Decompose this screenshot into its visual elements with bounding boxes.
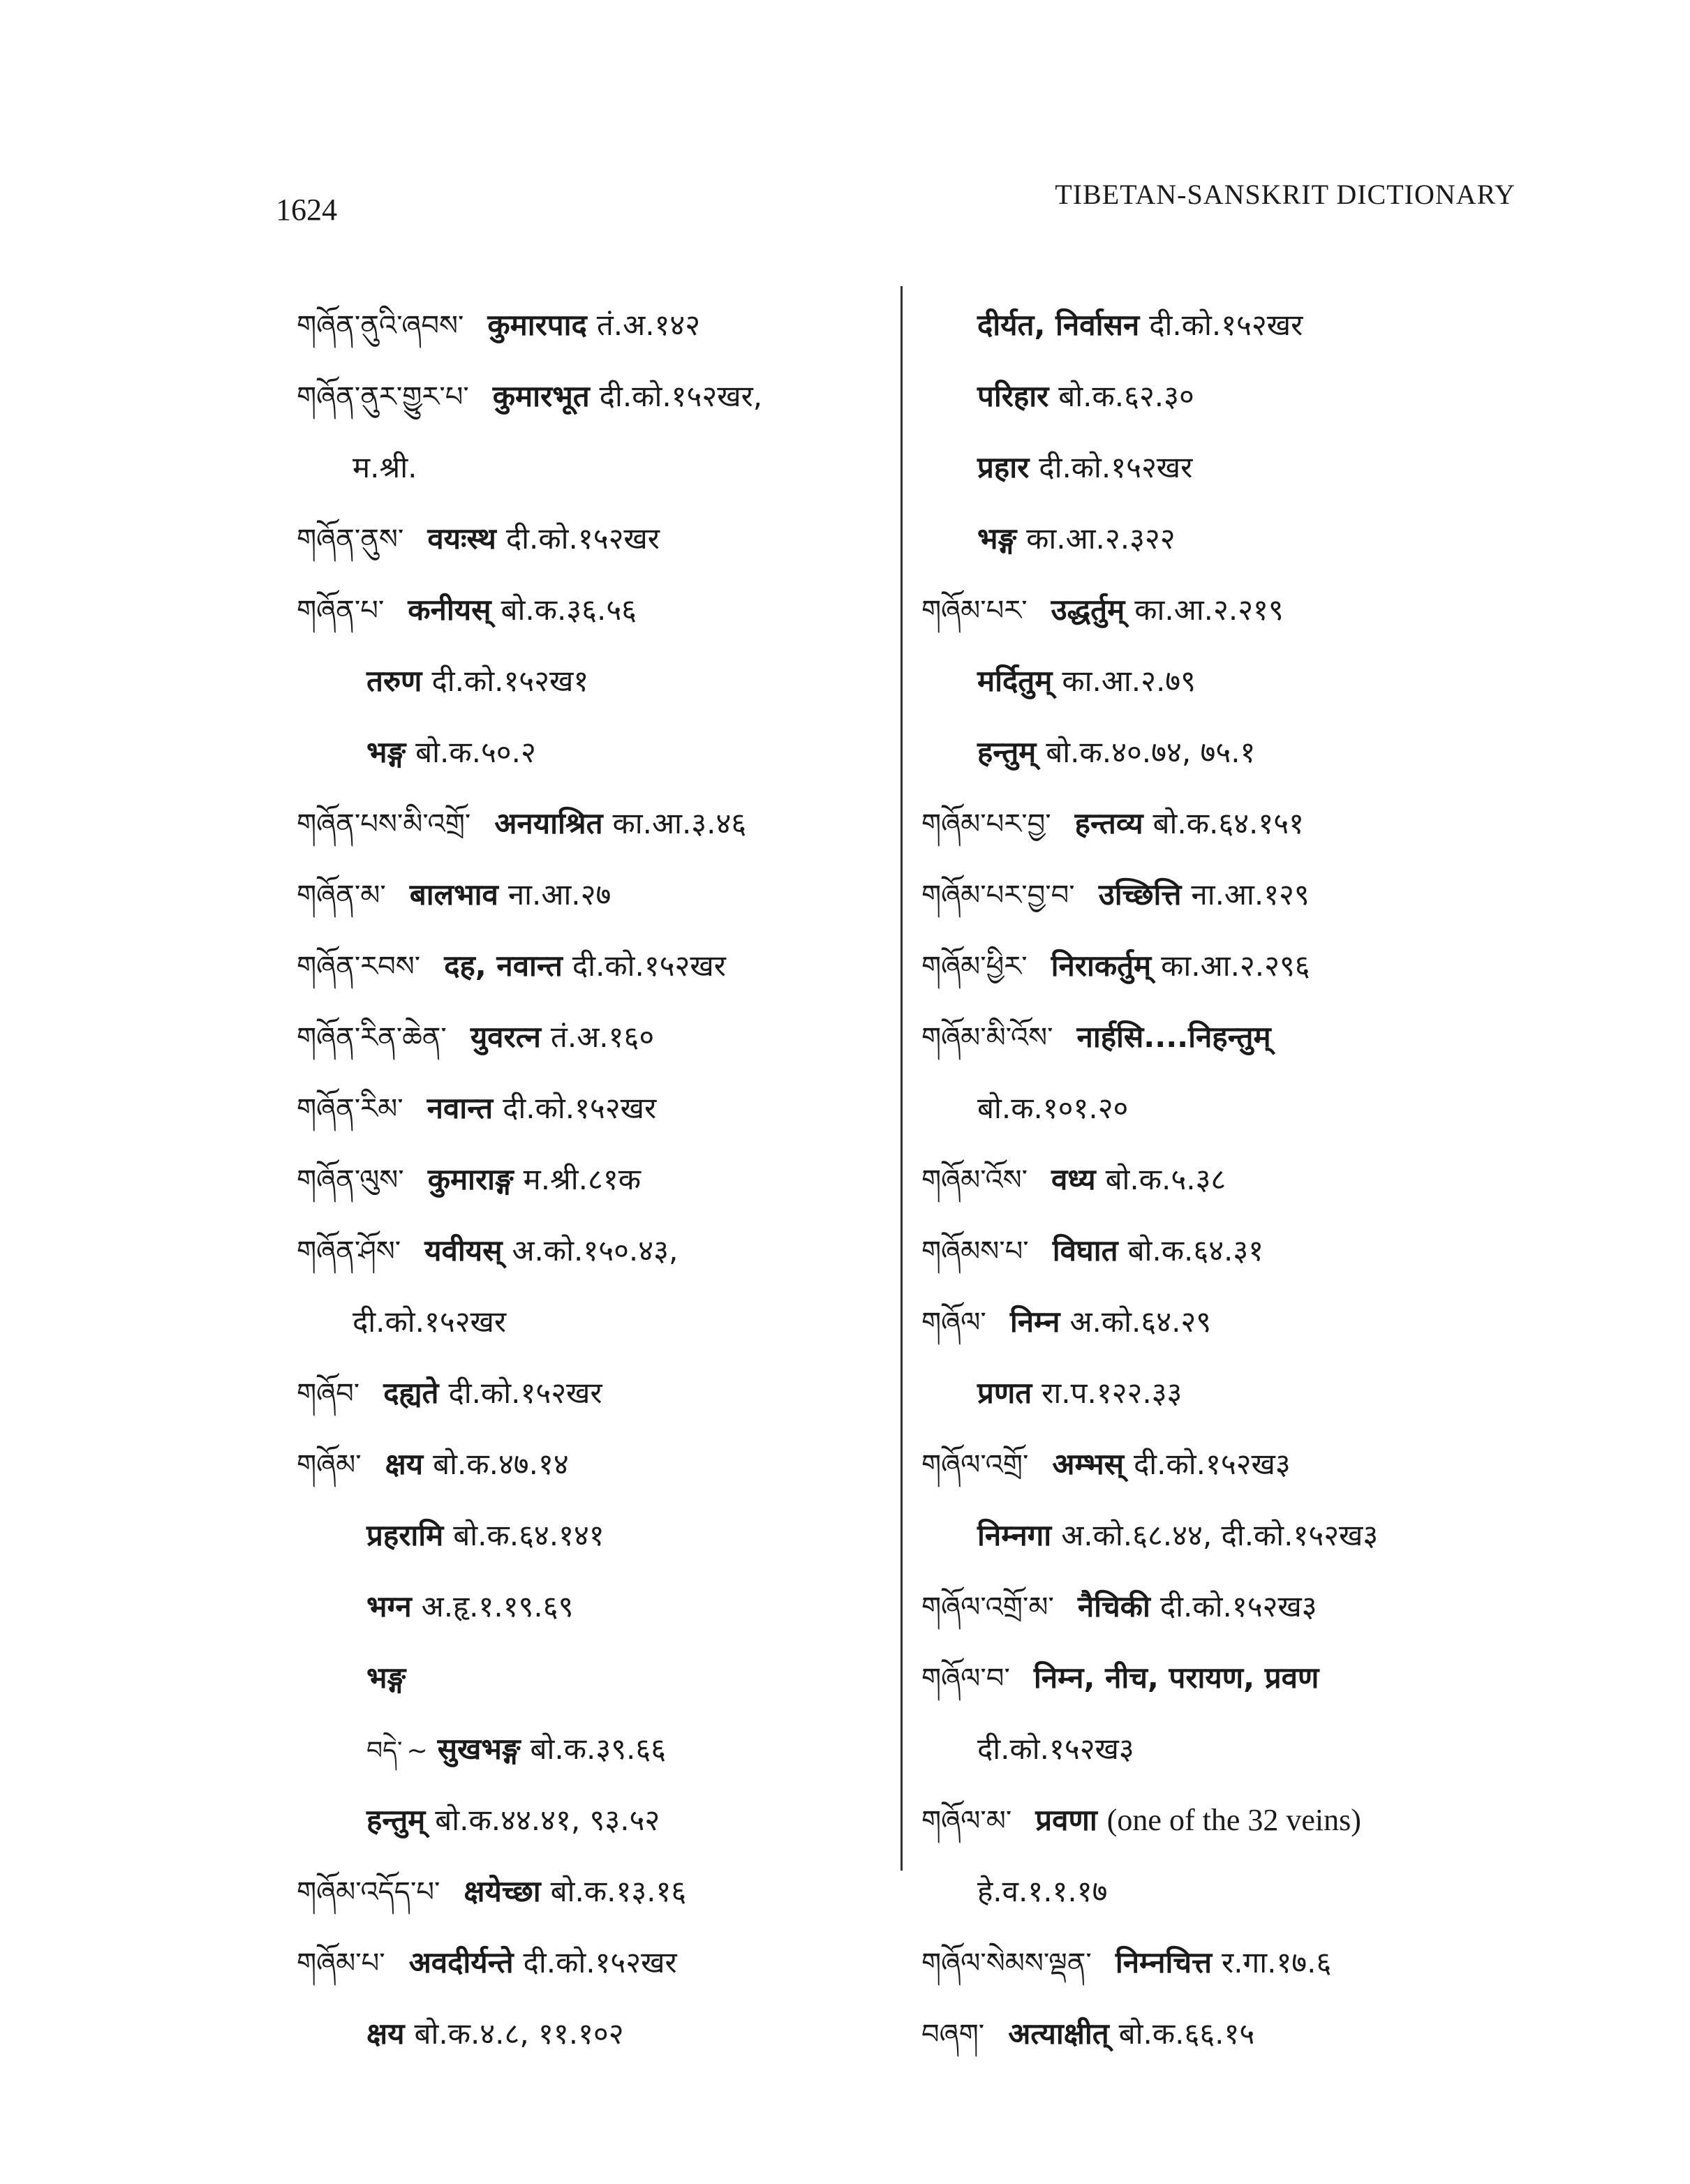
sanskrit-equivalent: निम्नगा <box>977 1518 1052 1552</box>
dictionary-entry <box>921 1073 1550 1144</box>
dictionary-entry <box>921 361 1550 432</box>
dictionary-entry <box>297 930 890 1002</box>
source-reference: अ.को.६८.४४, दी.को.१५२ख३ <box>1061 1518 1379 1552</box>
dictionary-entry <box>297 1927 890 1998</box>
source-reference: तं.अ.१४२ <box>596 308 701 342</box>
sanskrit-equivalent: दह, नवान्त <box>444 949 563 983</box>
dictionary-entry <box>297 1571 890 1642</box>
sanskrit-equivalent: उद्धर्तुम् <box>1051 593 1125 627</box>
tibetan-headword: གཞོལ་བ་ <box>921 1663 1010 1695</box>
tibetan-headword: གཞོན་པ་ <box>297 595 385 627</box>
sanskrit-equivalent: क्षय <box>385 1447 424 1481</box>
source-reference: दी.को.१५२खर <box>523 1945 677 1979</box>
tibetan-headword: གཞོན་རིན་ཆེན་ <box>297 1022 447 1054</box>
tibetan-headword: གཞོམ་པར་ <box>921 595 1028 627</box>
source-reference: बो.क.४७.१४ <box>433 1447 569 1481</box>
tibetan-headword: གཞོམ་པ་ <box>297 1947 385 1979</box>
tibetan-headword: གཞོལ་ <box>921 1307 986 1339</box>
dictionary-entry <box>921 1429 1550 1500</box>
running-head: TIBETAN-SANSKRIT DICTIONARY <box>1055 179 1515 210</box>
sanskrit-equivalent: यवीयस् <box>424 1233 503 1268</box>
source-reference: दी.को.१५२ख३ <box>1133 1447 1291 1481</box>
source-reference: ना.आ.२७ <box>507 877 611 912</box>
source-reference: बो.क.६४.३१ <box>1127 1233 1264 1268</box>
source-reference: बो.क.३६.५६ <box>501 593 637 627</box>
tibetan-headword: གཞོམ་པར་བྱ་ <box>921 808 1051 840</box>
dictionary-entry <box>921 1358 1550 1429</box>
sanskrit-equivalent: प्रणत <box>977 1376 1032 1410</box>
dictionary-entry <box>921 788 1550 859</box>
tilde-mark: ~ <box>406 1737 428 1765</box>
dictionary-entry <box>921 1927 1550 1998</box>
tibetan-headword: གཞོལ་མ་ <box>921 1805 1012 1837</box>
source-reference: दी.को.१५२खर, <box>599 379 763 413</box>
sanskrit-equivalent: निम्न <box>1009 1305 1060 1339</box>
dictionary-entry <box>297 646 890 717</box>
dictionary-entry <box>297 788 890 859</box>
source-reference: का.आ.२.७९ <box>1062 664 1196 698</box>
source-reference: बो.क.१०१.२० <box>977 1091 1129 1125</box>
tibetan-headword: གཞོན་མ་ <box>297 879 386 912</box>
sanskrit-equivalent: कुमारपाद <box>487 308 587 342</box>
dictionary-entry <box>297 1073 890 1144</box>
dictionary-entry <box>921 1500 1550 1571</box>
sanskrit-equivalent: दीर्यत, निर्वासन <box>977 308 1140 342</box>
sanskrit-equivalent: बालभाव <box>409 877 498 912</box>
dictionary-entry <box>297 503 890 574</box>
dictionary-entry <box>921 1144 1550 1215</box>
source-reference: बो.क.१३.१६ <box>550 1874 687 1908</box>
sanskrit-equivalent: निम्नचित्त <box>1115 1945 1213 1979</box>
source-reference: दी.को.१५२खर <box>448 1376 602 1410</box>
dictionary-entry <box>297 1286 890 1358</box>
sanskrit-equivalent: हन्तुम् <box>977 735 1037 769</box>
dictionary-entry <box>921 859 1550 930</box>
source-reference: दी.को.१५२खर <box>572 949 726 983</box>
dictionary-entry <box>921 1215 1550 1286</box>
source-reference: बो.क.३९.६६ <box>530 1732 667 1766</box>
source-reference: बो.क.६४.१५१ <box>1152 806 1304 840</box>
tibetan-prefix: བདེ་ <box>366 1737 403 1765</box>
dictionary-entry <box>921 1286 1550 1358</box>
sanskrit-equivalent: क्षयेच्छा <box>464 1874 541 1908</box>
source-reference: बो.क.४४.४१, ९३.५२ <box>435 1803 660 1837</box>
sanskrit-equivalent: उच्छित्ति <box>1098 877 1182 912</box>
sanskrit-equivalent: अनयाश्रित <box>494 806 603 840</box>
sanskrit-equivalent: वध्य <box>1051 1162 1096 1196</box>
sanskrit-equivalent: कनीयस् <box>408 593 491 627</box>
dictionary-entry <box>921 1714 1550 1785</box>
dictionary-entry <box>297 1785 890 1856</box>
sanskrit-equivalent: तरुण <box>366 664 422 698</box>
tibetan-headword: གཞོམ་ <box>297 1449 362 1481</box>
source-reference: बो.क.५०.२ <box>415 735 536 769</box>
tibetan-headword: གཞོན་ལུས་ <box>297 1164 404 1196</box>
source-reference: बो.क.६६.१५ <box>1118 2016 1255 2051</box>
source-reference: बो.क.४०.७४, ७५.१ <box>1046 735 1256 769</box>
source-reference: बो.क.६४.१४१ <box>453 1518 605 1552</box>
source-reference: बो.क.४.८, ११.१०२ <box>414 2016 624 2051</box>
dictionary-entry <box>921 646 1550 717</box>
sanskrit-equivalent: भङ्ग <box>977 521 1017 556</box>
dictionary-entry <box>297 859 890 930</box>
dictionary-entry <box>297 361 890 432</box>
dictionary-entry <box>297 1002 890 1073</box>
tibetan-headword: གཞོན་ནུར་གྱུར་པ་ <box>297 381 469 413</box>
source-reference: दी.को.१५२ख३ <box>1159 1589 1317 1624</box>
tibetan-headword: གཞོན་ཤོས་ <box>297 1235 401 1268</box>
tibetan-headword: གཞོན་རིམ་ <box>297 1093 403 1125</box>
dictionary-entry <box>921 503 1550 574</box>
sanskrit-equivalent: युवरत्न <box>470 1020 541 1054</box>
sanskrit-equivalent: निराकर्तुम् <box>1051 949 1152 983</box>
dictionary-entry <box>921 1642 1550 1714</box>
tibetan-headword: གཞོལ་སེམས་ལྡན་ <box>921 1947 1092 1979</box>
dictionary-entry <box>921 1002 1550 1073</box>
dictionary-entry <box>297 1500 890 1571</box>
page-number: 1624 <box>276 193 337 227</box>
source-reference: का.आ.३.४६ <box>612 806 747 840</box>
source-reference: का.आ.२.३२२ <box>1026 521 1176 556</box>
dictionary-entry <box>921 1571 1550 1642</box>
right-column <box>921 290 1550 2070</box>
source-reference: दी.को.१५२खर <box>503 1091 657 1125</box>
source-reference: हे.व.१.१.१७ <box>977 1874 1108 1908</box>
dictionary-entry <box>297 1714 890 1785</box>
sanskrit-equivalent: विघात <box>1052 1233 1118 1268</box>
sanskrit-equivalent: कुमाराङ्ग <box>427 1162 514 1196</box>
dictionary-entry <box>921 290 1550 361</box>
source-reference: दी.को.१५२खर <box>505 521 660 556</box>
sanskrit-equivalent: भग्न <box>366 1589 412 1624</box>
source-reference: अ.को.६४.२९ <box>1069 1305 1212 1339</box>
tibetan-headword: གཞོམ་མི་འོས་ <box>921 1022 1053 1054</box>
sanskrit-equivalent: मर्दितुम् <box>977 664 1053 698</box>
sanskrit-equivalent: भङ्ग <box>366 1661 406 1695</box>
dictionary-entry <box>297 432 890 503</box>
sanskrit-equivalent: अवदीर्यन्ते <box>408 1945 514 1979</box>
dictionary-entry <box>297 1144 890 1215</box>
sanskrit-equivalent: हन्तव्य <box>1074 806 1143 840</box>
source-reference: दी.को.१५२ख३ <box>977 1732 1134 1766</box>
dictionary-entry <box>297 1856 890 1927</box>
dictionary-entry <box>297 574 890 646</box>
source-reference: दी.को.१५२खर <box>353 1305 507 1339</box>
source-reference: तं.अ.१६० <box>550 1020 655 1054</box>
sanskrit-equivalent: भङ्ग <box>366 735 406 769</box>
dictionary-entry <box>297 717 890 788</box>
dictionary-entry <box>297 1358 890 1429</box>
sanskrit-equivalent: प्रहरामि <box>366 1518 444 1552</box>
tibetan-headword: གཞོལ་འགྲོ་མ་ <box>921 1591 1054 1624</box>
sanskrit-equivalent: परिहार <box>977 379 1049 413</box>
dictionary-entry <box>921 1785 1550 1856</box>
tibetan-headword: གཞོན་ནུའི་ཞབས་ <box>297 310 464 342</box>
sanskrit-equivalent: कुमारभूत <box>492 379 590 413</box>
source-reference: म.श्री. <box>353 450 417 484</box>
source-reference: दी.को.१५२ख१ <box>431 664 589 698</box>
sanskrit-equivalent: निम्न, नीच, परायण, प्रवण <box>1033 1661 1319 1695</box>
source-reference: का.आ.२.२९६ <box>1161 949 1310 983</box>
sanskrit-equivalent: क्षय <box>366 2016 405 2051</box>
sanskrit-equivalent: सुखभङ्ग <box>437 1732 521 1766</box>
source-reference: दी.को.१५२खर <box>1039 450 1193 484</box>
sanskrit-equivalent: नार्हसि....निहन्तुम् <box>1076 1020 1271 1054</box>
dictionary-entry <box>921 432 1550 503</box>
dictionary-entry <box>297 1215 890 1286</box>
sanskrit-equivalent: प्रवणा <box>1035 1803 1097 1837</box>
sanskrit-equivalent: अम्भस् <box>1052 1447 1124 1481</box>
sanskrit-equivalent: हन्तुम् <box>366 1803 426 1837</box>
source-reference: दी.को.१५२खर <box>1149 308 1303 342</box>
tibetan-headword: གཞོན་ནུས་ <box>297 523 404 556</box>
tibetan-headword: གཞོལ་འགྲོ་ <box>921 1449 1029 1481</box>
sanskrit-equivalent: वयःस्थ <box>427 521 496 556</box>
tibetan-headword: གཞོན་རབས་ <box>297 951 421 983</box>
tibetan-headword: གཞོན་པས་མི་འགྲོ་ <box>297 808 471 840</box>
source-reference: का.आ.२.२१९ <box>1134 593 1284 627</box>
column-divider <box>900 286 903 1871</box>
tibetan-headword: བཞག་ <box>921 2019 985 2051</box>
gloss-note: (one of the 32 veins) <box>1106 1803 1361 1837</box>
tibetan-headword: གཞོབ་ <box>297 1378 360 1410</box>
source-reference: अ.हृ.१.१९.६९ <box>421 1589 574 1624</box>
source-reference: बो.क.५.३८ <box>1105 1162 1226 1196</box>
dictionary-entry <box>921 1856 1550 1927</box>
source-reference: रा.प.१२२.३३ <box>1042 1376 1183 1410</box>
source-reference: ना.आ.१२९ <box>1191 877 1310 912</box>
dictionary-entry <box>297 1642 890 1714</box>
dictionary-entry <box>921 930 1550 1002</box>
dictionary-entry <box>297 1429 890 1500</box>
sanskrit-equivalent: दह्यते <box>383 1376 439 1410</box>
source-reference: बो.क.६२.३० <box>1058 379 1194 413</box>
source-reference: म.श्री.८१क <box>523 1162 641 1196</box>
sanskrit-equivalent: अत्याक्षीत् <box>1008 2016 1109 2051</box>
tibetan-headword: གཞོམ་འོས་ <box>921 1164 1028 1196</box>
dictionary-entry <box>921 574 1550 646</box>
sanskrit-equivalent: नैचिकी <box>1077 1589 1150 1624</box>
sanskrit-equivalent: नवान्त <box>427 1091 494 1125</box>
dictionary-entry <box>297 290 890 361</box>
tibetan-headword: གཞོམ་འདོད་པ་ <box>297 1876 440 1908</box>
tibetan-headword: གཞོམ་ཕྱིར་ <box>921 951 1028 983</box>
tibetan-headword: གཞོམ་པར་བྱ་བ་ <box>921 879 1075 912</box>
dictionary-entry <box>921 717 1550 788</box>
source-reference: अ.को.१५०.४३, <box>512 1233 679 1268</box>
sanskrit-equivalent: प्रहार <box>977 450 1030 484</box>
left-column <box>297 290 890 2070</box>
dictionary-entry <box>297 1998 890 2070</box>
tibetan-headword: གཞོམས་པ་ <box>921 1235 1029 1268</box>
source-reference: र.गा.१७.६ <box>1222 1945 1332 1979</box>
dictionary-entry <box>921 1998 1550 2070</box>
